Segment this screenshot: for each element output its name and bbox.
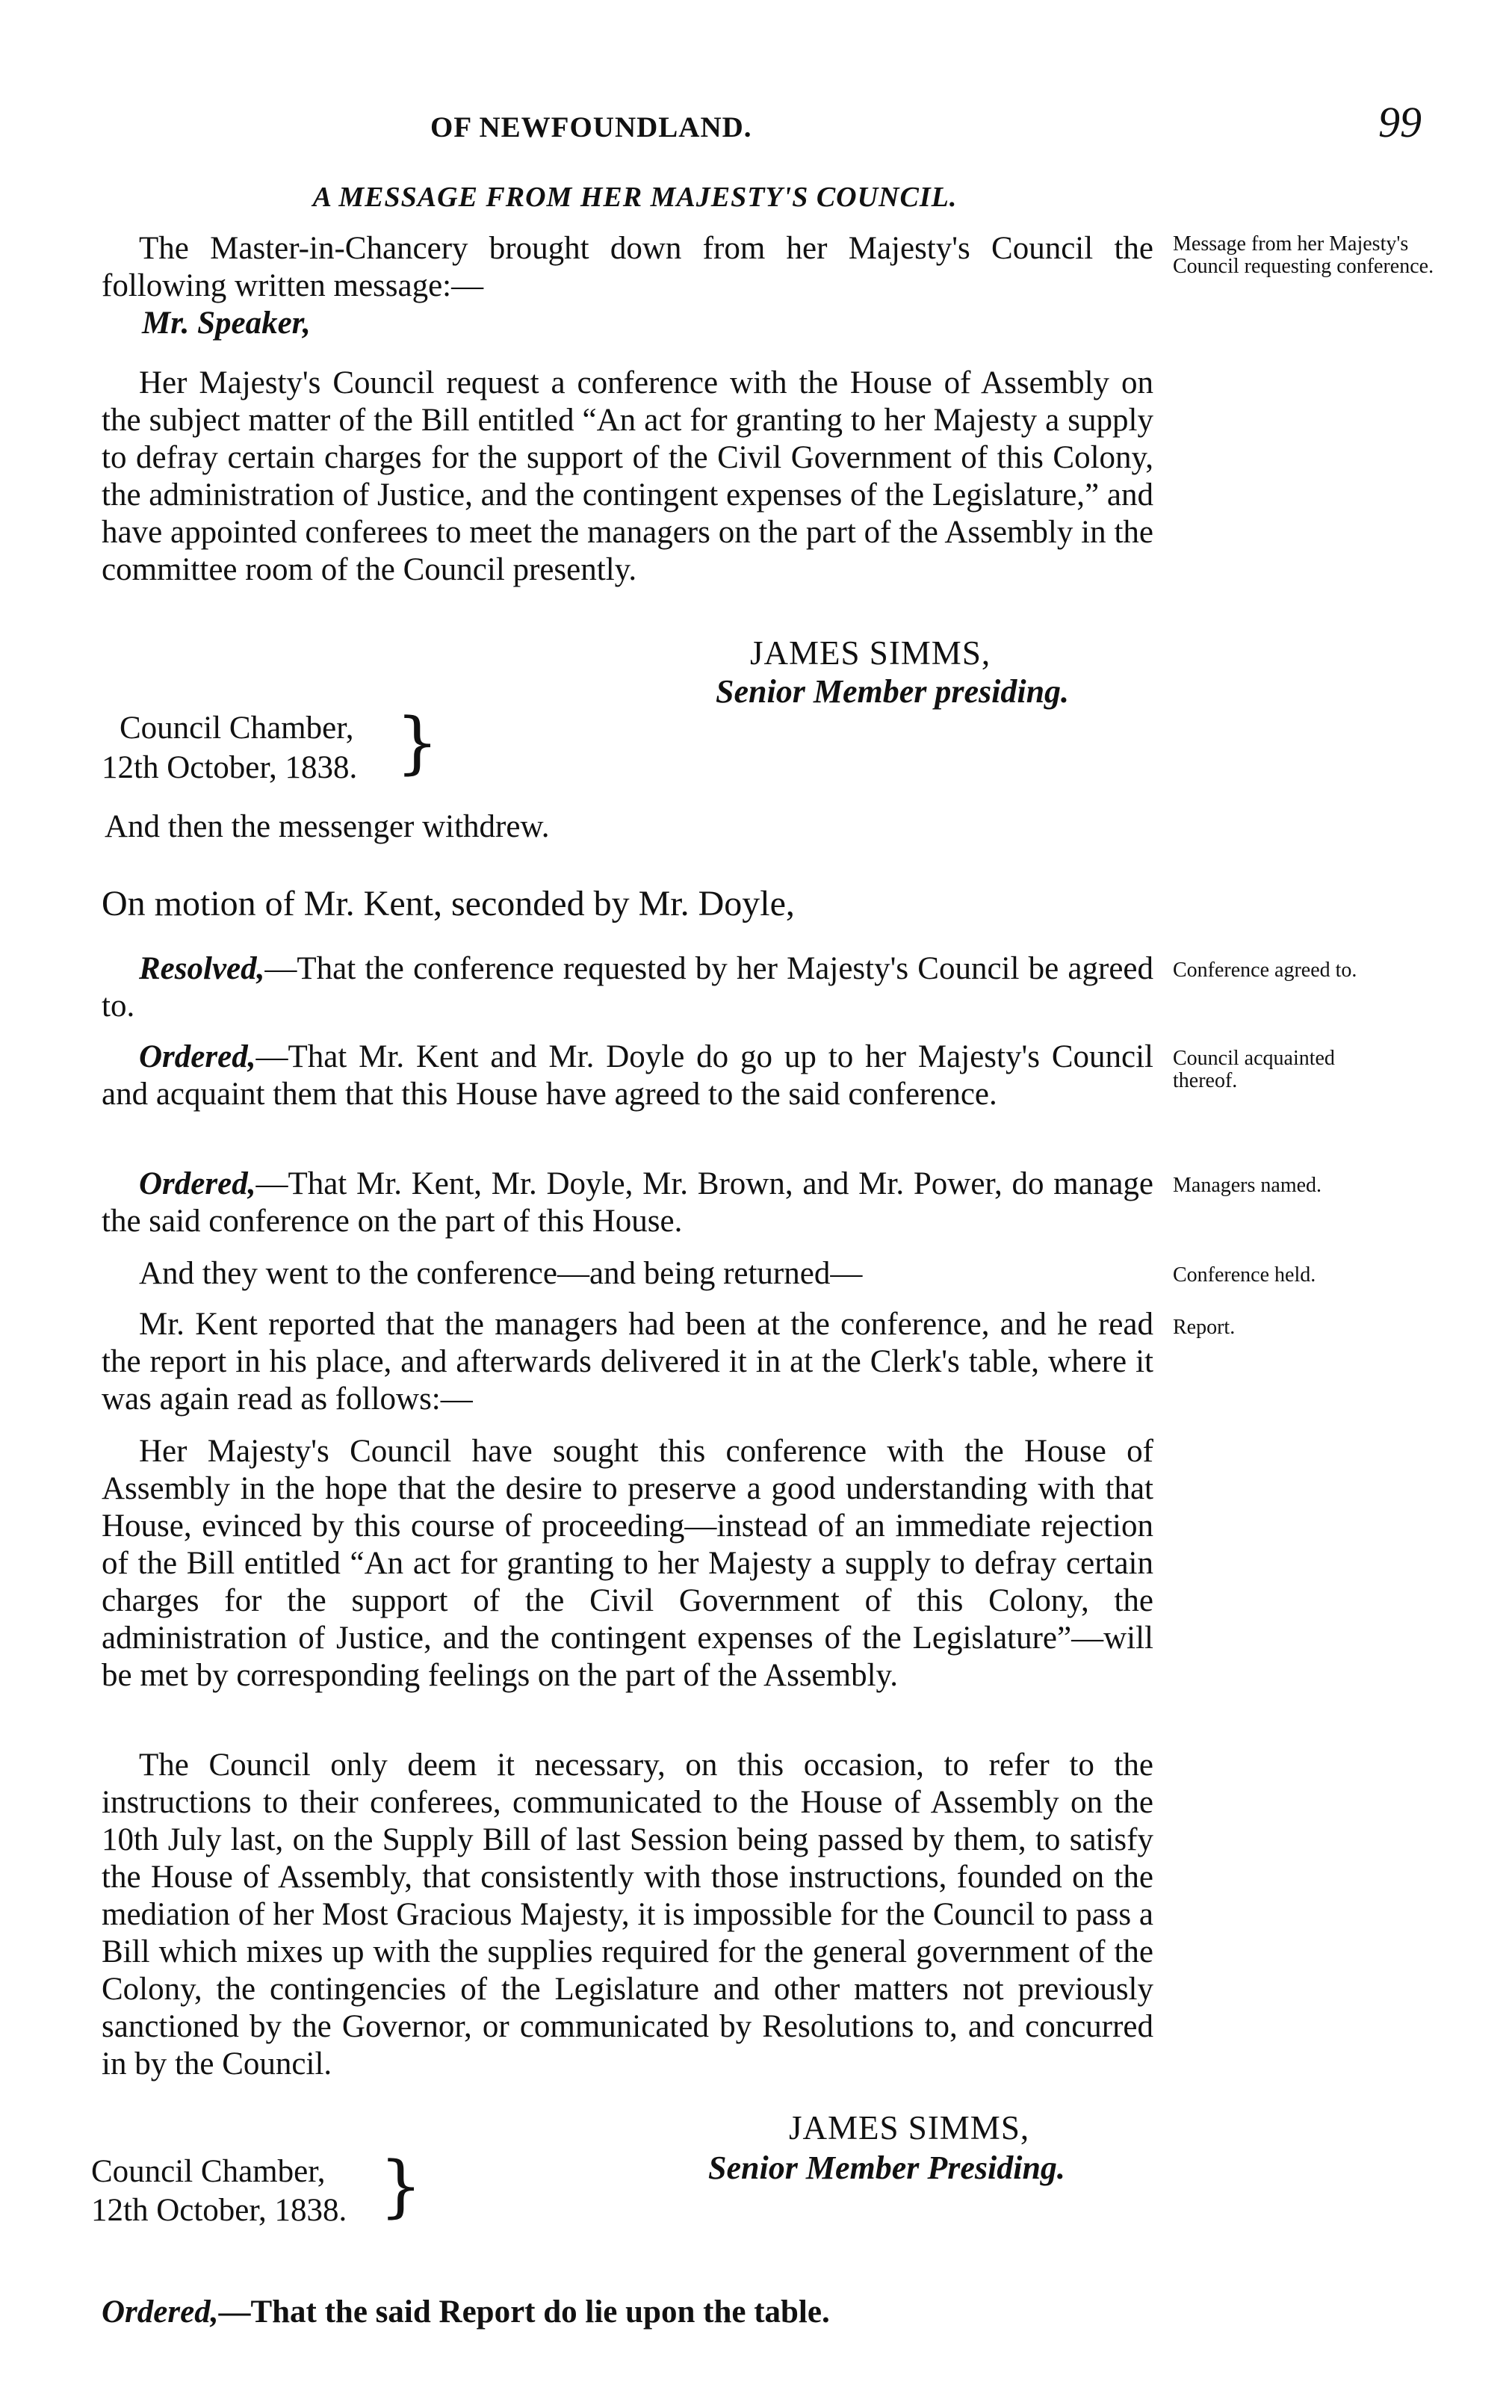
ordered-2-paragraph — [102, 1166, 1153, 1240]
signature-2-name: JAMES SIMMS, — [789, 2109, 1030, 2147]
margin-note-message: Message from her Majesty's Council requesting conference. — [1173, 232, 1434, 278]
signature-1-brace: } — [396, 704, 439, 782]
margin-note-managers: Managers named. — [1173, 1174, 1322, 1197]
signature-1-name: JAMES SIMMS, — [750, 634, 991, 672]
margin-note-report: Report. — [1173, 1316, 1236, 1339]
report-paragraph-1: Her Majesty's Council have sought this conference with the House of Assembly in the hope that the desire to preserve a good understanding with that House, evinced by this course of proceeding—instead of an immediate rejection of the Bill entitled “An act for granting to her Majesty a supply to defray certain charges for the support of the Civil Government of this Colony, the administration of Justice, and the contingent expenses of the Legislature”—will be met by corresponding feelings on the part of the Assembly. — [102, 1434, 1153, 1693]
signature-1-place: Council Chamber, — [120, 711, 354, 746]
margin-note-agreed: Conference agreed to. — [1173, 959, 1357, 982]
withdrew-line: And then the messenger withdrew. — [105, 809, 550, 844]
running-head: OF NEWFOUNDLAND. — [430, 111, 752, 143]
salutation: Mr. Speaker, — [142, 306, 311, 341]
resolved-label: Resolved, — [139, 951, 265, 986]
message-body: Her Majesty's Council request a conference with the House of Assembly on the subject matter of the Bill entitled “An act for granting to her Majesty a supply to defray certain charges for the support of the Civil Government of this Colony, the administration of Justice, and the contingent expenses of the Legislature,” and have appointed conferees to meet the managers on the part of the Assembly in the committee room of the Council presently. — [102, 365, 1153, 587]
ordered-2-label: Ordered, — [139, 1166, 256, 1201]
margin-note-held: Conference held. — [1173, 1263, 1316, 1287]
resolved-paragraph — [102, 950, 1153, 1025]
signature-1-date: 12th October, 1838. — [102, 750, 358, 785]
ordered-1-text: —That Mr. Kent and Mr. Doyle do go up to her Majesty's Council and acquaint them that this House have agreed to the said conference. — [102, 1039, 1153, 1112]
final-order-text: —That the said Report do lie upon the table. — [218, 2294, 830, 2330]
final-order-label: Ordered, — [102, 2294, 219, 2330]
ordered-1-label: Ordered, — [139, 1039, 256, 1074]
signature-2-brace: } — [379, 2147, 423, 2226]
signature-1-title: Senior Member presiding. — [716, 673, 1070, 710]
signature-2-place: Council Chamber, — [91, 2154, 326, 2189]
resolved-text: —That the conference requested by her Majesty's Council be agreed to. — [102, 951, 1153, 1024]
section-title: A MESSAGE FROM HER MAJESTY'S COUNCIL. — [312, 182, 958, 213]
report-intro: Mr. Kent reported that the managers had been at the conference, and he read the report in his place, and afterwards delivered it in at the Clerk's table, where it was again read as follows:— — [102, 1307, 1153, 1417]
went-line: And they went to the conference—and being returned— — [139, 1256, 863, 1291]
motion-line: On motion of Mr. Kent, seconded by Mr. Doyle, — [102, 884, 795, 923]
signature-2-title: Senior Member Presiding. — [708, 2149, 1065, 2186]
page-number: 99 — [1378, 98, 1422, 146]
margin-note-acquainted: Council acquainted thereof. — [1173, 1047, 1335, 1092]
ordered-1-paragraph — [102, 1039, 1153, 1113]
final-order — [102, 2294, 1153, 2331]
report-paragraph-2: The Council only deem it necessary, on this occasion, to refer to the instructions to their conferees, communicated to the House of Assembly on the 10th July last, on the Supply Bill of last Session being passed by them, to satisfy the House of Assembly, that consistently with those instructions, founded on the mediation of her Most Gracious Majesty, it is impossible for the Council to pass a Bill which mixes up with the supplies required for the general government of the Colony, the contingencies of the Legislature and other matters not previously sanctioned by the Governor, or communicated by Resolutions to, and concurred in by the Council. — [102, 1748, 1153, 2082]
intro-paragraph: The Master-in-Chancery brought down from her Majesty's Council the following written message:— — [102, 231, 1153, 303]
signature-2-date: 12th October, 1838. — [91, 2193, 347, 2228]
ordered-2-text: —That Mr. Kent, Mr. Doyle, Mr. Brown, and Mr. Power, do manage the said conference on the part of this House. — [102, 1166, 1153, 1239]
